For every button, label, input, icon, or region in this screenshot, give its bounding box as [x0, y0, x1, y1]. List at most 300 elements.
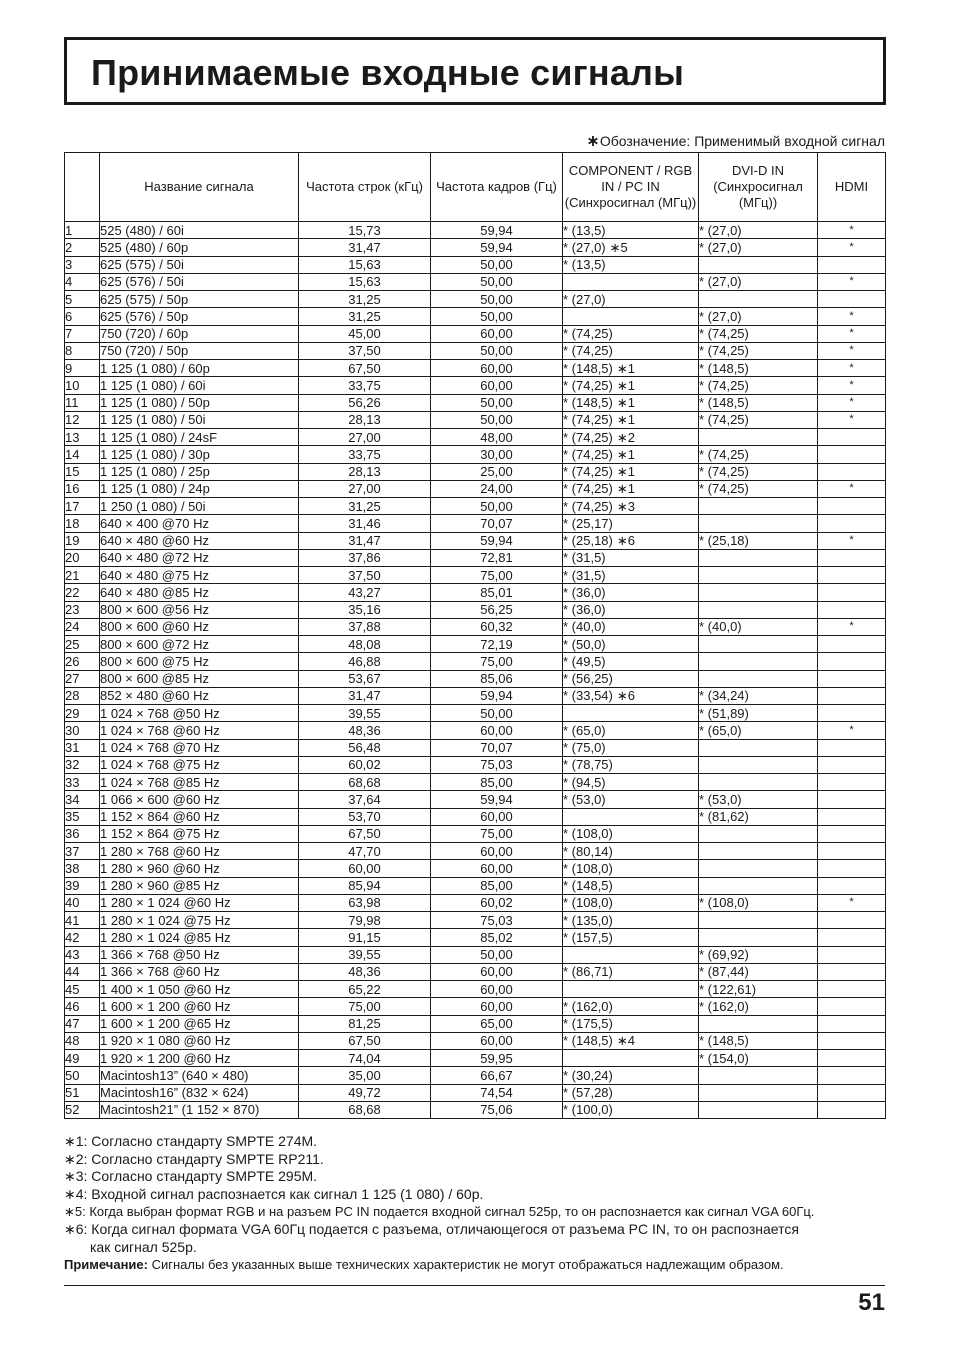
vertical-frequency-text: 48,00	[480, 429, 513, 445]
component-clock-text: * (36,0)	[563, 602, 606, 618]
component-clock-text: * (108,0)	[563, 895, 613, 911]
signal-name	[100, 273, 299, 290]
hdmi-mark-text: *	[849, 361, 854, 374]
vertical-frequency-text: 85,01	[480, 584, 513, 600]
vertical-frequency-text: 65,00	[480, 1016, 513, 1032]
signal-name	[100, 877, 299, 894]
vertical-frequency	[431, 912, 563, 929]
dvi-clock-text: * (74,25)	[699, 446, 749, 462]
vertical-frequency	[431, 1050, 563, 1067]
signal-name	[100, 1032, 299, 1049]
table-row	[65, 463, 886, 480]
horizontal-frequency	[299, 981, 431, 998]
hdmi-mark	[818, 808, 886, 825]
component-clock	[563, 843, 699, 860]
signal-name	[100, 222, 299, 239]
hdmi-mark	[818, 912, 886, 929]
dvi-clock	[699, 963, 818, 980]
header-component: COMPONENT / RGB IN / PC IN (Синхросигнал (МГц))	[563, 153, 699, 222]
vertical-frequency	[431, 308, 563, 325]
table-header-row	[65, 153, 886, 222]
component-clock-text: * (31,5)	[563, 550, 606, 566]
component-clock	[563, 273, 699, 290]
component-clock-text: * (148,5)	[563, 878, 613, 894]
horizontal-frequency	[299, 653, 431, 670]
signal-name-text: 625 (575) / 50p	[100, 291, 189, 307]
signal-name	[100, 567, 299, 584]
vertical-frequency	[431, 584, 563, 601]
vertical-frequency	[431, 377, 563, 394]
hdmi-mark-text: *	[849, 275, 854, 288]
row-number-text: 30	[65, 722, 80, 738]
row-number-text: 16	[65, 481, 80, 497]
horizontal-frequency-text: 67,50	[348, 826, 381, 842]
horizontal-frequency-text: 46,88	[348, 653, 381, 669]
component-clock	[563, 532, 699, 549]
table-body	[65, 222, 886, 1119]
row-number-text: 32	[65, 757, 80, 773]
table-row	[65, 342, 886, 359]
vertical-frequency-text: 50,00	[480, 291, 513, 307]
table-row	[65, 653, 886, 670]
signal-name-text: 1 280 × 768 @60 Hz	[100, 843, 220, 859]
dvi-clock	[699, 774, 818, 791]
hdmi-mark-text: *	[849, 534, 854, 547]
vertical-frequency	[431, 411, 563, 428]
component-clock	[563, 308, 699, 325]
table-row	[65, 687, 886, 704]
dvi-clock	[699, 791, 818, 808]
horizontal-frequency	[299, 291, 431, 308]
component-clock-text: * (57,28)	[563, 1085, 613, 1101]
signal-name	[100, 894, 299, 911]
dvi-clock	[699, 843, 818, 860]
hdmi-mark	[818, 894, 886, 911]
table-row	[65, 325, 886, 342]
hdmi-mark	[818, 480, 886, 497]
hdmi-mark-text: *	[849, 482, 854, 495]
signal-name-text: 1 125 (1 080) / 30p	[100, 446, 210, 462]
dvi-clock-text: * (162,0)	[699, 998, 749, 1014]
vertical-frequency-text: 85,00	[480, 774, 513, 790]
signal-name	[100, 1084, 299, 1101]
horizontal-frequency	[299, 860, 431, 877]
component-clock-text: * (94,5)	[563, 774, 606, 790]
vertical-frequency-text: 60,00	[480, 964, 513, 980]
row-number-text: 37	[65, 843, 80, 859]
horizontal-frequency	[299, 963, 431, 980]
component-clock-text: * (108,0)	[563, 826, 613, 842]
component-clock-text: * (25,18)	[563, 533, 613, 549]
row-number	[65, 239, 100, 256]
row-number-text: 48	[65, 1033, 80, 1049]
table-row	[65, 429, 886, 446]
horizontal-frequency-text: 79,98	[348, 912, 381, 928]
row-number-text: 10	[65, 377, 80, 393]
signal-name	[100, 981, 299, 998]
horizontal-frequency	[299, 1067, 431, 1084]
row-number-text: 3	[65, 257, 73, 273]
vertical-frequency	[431, 653, 563, 670]
row-number-text: 33	[65, 774, 80, 790]
signal-name-text: 800 × 600 @72 Hz	[100, 636, 209, 652]
component-clock	[563, 791, 699, 808]
horizontal-frequency-text: 39,55	[348, 947, 381, 963]
vertical-frequency	[431, 463, 563, 480]
signal-name-text: 1 250 (1 080) / 50i	[100, 498, 206, 514]
dvi-clock	[699, 291, 818, 308]
hdmi-mark	[818, 256, 886, 273]
dvi-clock	[699, 636, 818, 653]
signal-name	[100, 825, 299, 842]
hdmi-mark	[818, 567, 886, 584]
signal-name	[100, 670, 299, 687]
row-number	[65, 377, 100, 394]
vertical-frequency	[431, 929, 563, 946]
vertical-frequency	[431, 722, 563, 739]
vertical-frequency	[431, 498, 563, 515]
horizontal-frequency-text: 67,50	[348, 1033, 381, 1049]
row-number	[65, 1101, 100, 1118]
horizontal-frequency	[299, 825, 431, 842]
horizontal-frequency	[299, 567, 431, 584]
table-row	[65, 480, 886, 497]
dvi-clock-text: * (69,92)	[699, 947, 749, 963]
row-number	[65, 498, 100, 515]
vertical-frequency-text: 75,00	[480, 567, 513, 583]
table-row	[65, 981, 886, 998]
table-row	[65, 446, 886, 463]
row-number	[65, 480, 100, 497]
horizontal-frequency-text: 37,86	[348, 550, 381, 566]
hdmi-mark	[818, 653, 886, 670]
horizontal-frequency-text: 37,50	[348, 343, 381, 359]
signal-name	[100, 739, 299, 756]
signal-name-text: 750 (720) / 50p	[100, 343, 189, 359]
signal-name-text: 1 024 × 768 @50 Hz	[100, 705, 220, 721]
horizontal-frequency	[299, 394, 431, 411]
signal-name	[100, 929, 299, 946]
row-number-text: 22	[65, 584, 80, 600]
horizontal-frequency-text: 27,00	[348, 429, 381, 445]
row-number	[65, 756, 100, 773]
signal-name	[100, 998, 299, 1015]
row-number	[65, 256, 100, 273]
vertical-frequency-text: 50,00	[480, 343, 513, 359]
dvi-clock	[699, 256, 818, 273]
vertical-frequency-text: 30,00	[480, 446, 513, 462]
dvi-clock-text: * (53,0)	[699, 791, 742, 807]
component-clock	[563, 1015, 699, 1032]
hdmi-mark	[818, 860, 886, 877]
vertical-frequency-text: 75,00	[480, 653, 513, 669]
horizontal-frequency-text: 15,63	[348, 274, 381, 290]
signal-name-text: Macintosh21” (1 152 × 870)	[100, 1102, 260, 1118]
footnote-5: ∗5: Когда выбран формат RGB и на разъем PC IN подается входной сигнал 525p, то он распознается как сигнал VGA 60Гц.	[64, 1204, 815, 1220]
vertical-frequency	[431, 636, 563, 653]
signal-name-text: 1 125 (1 080) / 24sF	[100, 429, 218, 445]
table-row	[65, 377, 886, 394]
row-number	[65, 532, 100, 549]
horizontal-frequency-text: 75,00	[348, 998, 381, 1014]
dvi-clock	[699, 308, 818, 325]
dvi-clock	[699, 860, 818, 877]
horizontal-frequency	[299, 808, 431, 825]
signal-name-text: 1 600 × 1 200 @60 Hz	[100, 998, 231, 1014]
vertical-frequency-text: 70,07	[480, 740, 513, 756]
hdmi-mark	[818, 222, 886, 239]
row-number	[65, 981, 100, 998]
dvi-clock	[699, 515, 818, 532]
signal-name	[100, 601, 299, 618]
dvi-clock	[699, 342, 818, 359]
component-clock	[563, 394, 699, 411]
component-clock-text: * (157,5)	[563, 929, 613, 945]
component-clock	[563, 998, 699, 1015]
signal-name	[100, 808, 299, 825]
row-number	[65, 670, 100, 687]
signal-name	[100, 256, 299, 273]
table-row	[65, 808, 886, 825]
horizontal-frequency	[299, 1084, 431, 1101]
component-clock	[563, 739, 699, 756]
component-clock	[563, 446, 699, 463]
signal-name	[100, 446, 299, 463]
dvi-clock-text: * (108,0)	[699, 895, 749, 911]
hdmi-mark	[818, 946, 886, 963]
hdmi-mark-text: *	[849, 240, 854, 253]
vertical-frequency	[431, 860, 563, 877]
component-clock	[563, 549, 699, 566]
component-clock-text: * (49,5)	[563, 653, 606, 669]
row-number-text: 40	[65, 895, 80, 911]
vertical-frequency-text: 50,00	[480, 395, 513, 411]
signal-name-text: 640 × 480 @75 Hz	[100, 567, 209, 583]
signal-name-text: 640 × 400 @70 Hz	[100, 515, 209, 531]
row-number	[65, 1050, 100, 1067]
dvi-clock	[699, 429, 818, 446]
signal-name-text: 1 280 × 960 @85 Hz	[100, 878, 220, 894]
component-clock	[563, 1084, 699, 1101]
row-number-text: 7	[65, 326, 73, 342]
hdmi-mark	[818, 273, 886, 290]
horizontal-frequency	[299, 774, 431, 791]
horizontal-frequency-text: 56,48	[348, 740, 381, 756]
table-row	[65, 549, 886, 566]
note-label: Примечание:	[64, 1257, 148, 1273]
table-row	[65, 1050, 886, 1067]
row-number-text: 8	[65, 343, 73, 359]
table-row	[65, 1101, 886, 1118]
hdmi-mark	[818, 687, 886, 704]
signal-name-text: 1 125 (1 080) / 25p	[100, 464, 210, 480]
row-number-text: 19	[65, 533, 80, 549]
vertical-frequency-text: 85,00	[480, 878, 513, 894]
horizontal-frequency-text: 33,75	[348, 446, 381, 462]
row-number-text: 51	[65, 1085, 80, 1101]
dvi-clock-text: * (74,25)	[699, 377, 749, 393]
footnote-ref: ∗6	[616, 688, 635, 704]
vertical-frequency-text: 60,00	[480, 722, 513, 738]
signal-name	[100, 756, 299, 773]
component-clock	[563, 360, 699, 377]
hdmi-mark	[818, 463, 886, 480]
horizontal-frequency-text: 28,13	[348, 412, 381, 428]
component-clock-text: * (27,0)	[563, 239, 606, 255]
horizontal-frequency	[299, 1032, 431, 1049]
hdmi-mark	[818, 1050, 886, 1067]
dvi-clock-text: * (40,0)	[699, 619, 742, 635]
component-clock	[563, 705, 699, 722]
hdmi-mark	[818, 636, 886, 653]
dvi-clock-text: * (122,61)	[699, 981, 757, 997]
hdmi-mark	[818, 239, 886, 256]
row-number	[65, 601, 100, 618]
signal-name-text: 1 280 × 1 024 @60 Hz	[100, 895, 231, 911]
component-clock	[563, 946, 699, 963]
vertical-frequency-text: 50,00	[480, 947, 513, 963]
row-number	[65, 636, 100, 653]
signal-name	[100, 636, 299, 653]
horizontal-frequency	[299, 222, 431, 239]
signal-name	[100, 963, 299, 980]
component-clock	[563, 618, 699, 635]
row-number-text: 2	[65, 239, 73, 255]
horizontal-frequency-text: 37,88	[348, 619, 381, 635]
table-row	[65, 912, 886, 929]
horizontal-frequency	[299, 325, 431, 342]
dvi-clock	[699, 325, 818, 342]
dvi-clock-text: * (34,24)	[699, 688, 749, 704]
row-number-text: 25	[65, 636, 80, 652]
row-number	[65, 998, 100, 1015]
horizontal-frequency-text: 43,27	[348, 584, 381, 600]
hdmi-mark	[818, 618, 886, 635]
row-number-text: 6	[65, 308, 73, 324]
dvi-clock-text: * (148,5)	[699, 395, 749, 411]
horizontal-frequency	[299, 998, 431, 1015]
vertical-frequency-text: 59,94	[480, 791, 513, 807]
table-row	[65, 756, 886, 773]
component-clock	[563, 877, 699, 894]
hdmi-mark	[818, 532, 886, 549]
horizontal-frequency	[299, 463, 431, 480]
horizontal-frequency	[299, 705, 431, 722]
component-clock	[563, 498, 699, 515]
vertical-frequency	[431, 756, 563, 773]
row-number-text: 38	[65, 860, 80, 876]
vertical-frequency-text: 75,00	[480, 826, 513, 842]
horizontal-frequency-text: 81,25	[348, 1016, 381, 1032]
horizontal-frequency	[299, 946, 431, 963]
vertical-frequency-text: 59,95	[480, 1050, 513, 1066]
table-row	[65, 860, 886, 877]
table-row	[65, 791, 886, 808]
horizontal-frequency	[299, 377, 431, 394]
signal-name-text: 1 152 × 864 @75 Hz	[100, 826, 220, 842]
dvi-clock	[699, 377, 818, 394]
horizontal-frequency-text: 15,73	[348, 222, 381, 238]
vertical-frequency-text: 24,00	[480, 481, 513, 497]
vertical-frequency-text: 60,00	[480, 998, 513, 1014]
row-number	[65, 1067, 100, 1084]
row-number-text: 44	[65, 964, 80, 980]
horizontal-frequency-text: 31,25	[348, 498, 381, 514]
dvi-clock	[699, 705, 818, 722]
row-number-text: 41	[65, 912, 80, 928]
horizontal-frequency-text: 68,68	[348, 1102, 381, 1118]
dvi-clock	[699, 480, 818, 497]
hdmi-mark	[818, 670, 886, 687]
dvi-clock-text: * (74,25)	[699, 481, 749, 497]
component-clock	[563, 1101, 699, 1118]
hdmi-mark	[818, 877, 886, 894]
signal-name	[100, 411, 299, 428]
vertical-frequency	[431, 981, 563, 998]
dvi-clock	[699, 929, 818, 946]
hdmi-mark-text: *	[849, 309, 854, 322]
hdmi-mark	[818, 1015, 886, 1032]
component-clock	[563, 411, 699, 428]
component-clock-text: * (148,5)	[563, 395, 613, 411]
footnote-ref: ∗1	[616, 446, 635, 462]
component-clock	[563, 463, 699, 480]
hdmi-mark	[818, 549, 886, 566]
hdmi-mark	[818, 739, 886, 756]
dvi-clock	[699, 567, 818, 584]
signal-name-text: 625 (576) / 50p	[100, 308, 189, 324]
horizontal-frequency-text: 85,94	[348, 878, 381, 894]
dvi-clock-text: * (87,44)	[699, 964, 749, 980]
bottom-rule	[64, 1285, 885, 1286]
vertical-frequency-text: 50,00	[480, 705, 513, 721]
vertical-frequency	[431, 618, 563, 635]
horizontal-frequency-text: 48,08	[348, 636, 381, 652]
row-number	[65, 722, 100, 739]
signal-name-text: 1 066 × 600 @60 Hz	[100, 791, 220, 807]
hdmi-mark	[818, 1084, 886, 1101]
signal-name-text: 852 × 480 @60 Hz	[100, 688, 209, 704]
page-number: 51	[858, 1289, 885, 1316]
component-clock	[563, 653, 699, 670]
row-number	[65, 515, 100, 532]
dvi-clock	[699, 912, 818, 929]
signal-name-text: 800 × 600 @56 Hz	[100, 602, 209, 618]
dvi-clock	[699, 808, 818, 825]
vertical-frequency	[431, 1084, 563, 1101]
vertical-frequency-text: 60,00	[480, 377, 513, 393]
vertical-frequency	[431, 239, 563, 256]
footnote-ref: ∗5	[609, 239, 628, 255]
component-clock-text: * (74,25)	[563, 412, 613, 428]
vertical-frequency-text: 60,00	[480, 843, 513, 859]
component-clock	[563, 670, 699, 687]
signal-name	[100, 860, 299, 877]
footnote-6: ∗6: Когда сигнал формата VGA 60Гц подается с разъема, отличающегося от разъема PC IN, то он распознается	[64, 1220, 799, 1237]
component-clock	[563, 515, 699, 532]
component-clock-text: * (56,25)	[563, 671, 613, 687]
component-clock-text: * (175,5)	[563, 1016, 613, 1032]
component-clock	[563, 567, 699, 584]
row-number	[65, 963, 100, 980]
vertical-frequency	[431, 739, 563, 756]
vertical-frequency	[431, 601, 563, 618]
vertical-frequency	[431, 342, 563, 359]
row-number	[65, 825, 100, 842]
horizontal-frequency	[299, 929, 431, 946]
row-number-text: 20	[65, 550, 80, 566]
dvi-clock	[699, 584, 818, 601]
